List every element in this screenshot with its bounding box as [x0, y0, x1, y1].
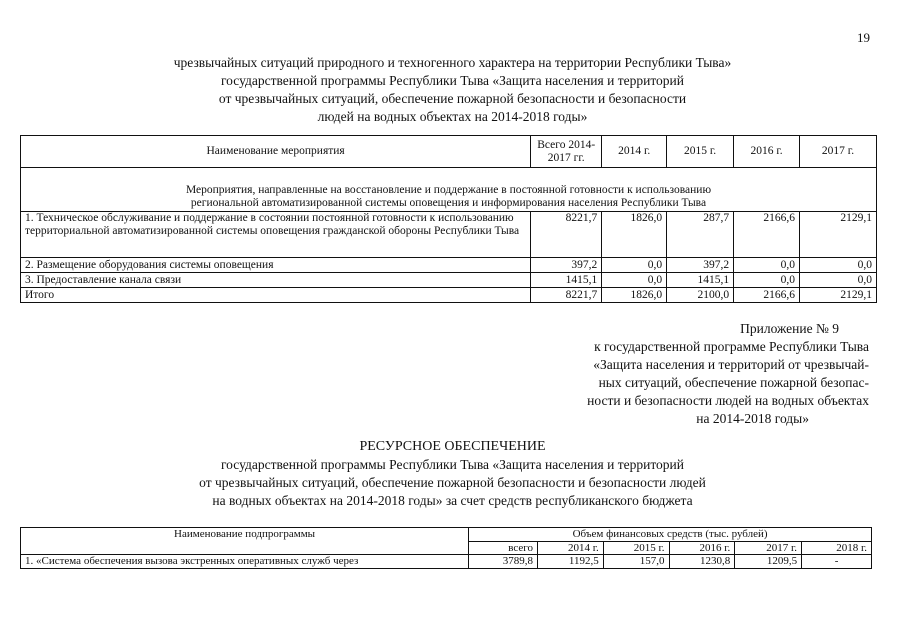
col-header-name: Наименование мероприятия [21, 136, 531, 168]
col-header-funding: Объем финансовых средств (тыс. рублей) [469, 528, 872, 542]
row-2014: 0,0 [602, 273, 667, 288]
col-header-total: всего [469, 541, 538, 555]
row-2015: 1415,1 [667, 273, 734, 288]
row-2016: 0,0 [734, 273, 800, 288]
row-2018: - [802, 555, 872, 569]
section-row [21, 168, 877, 212]
header-line-4: людей на водных объектах на 2014-2018 годы» [317, 109, 588, 124]
header-line-3: от чрезвычайных ситуаций, обеспечение пожарной безопасности и безопасности [218, 91, 687, 106]
row-2014: 1826,0 [602, 212, 667, 258]
row-name: 1. Техническое обслуживание и поддержание в состоянии постоянной готовности к использованию территориальной автоматизированной системы оповещения гражданской обороны Республики Тыва [21, 212, 531, 258]
row-2016: 0,0 [734, 258, 800, 273]
col-header-2014: 2014 г. [537, 541, 603, 555]
row-total: 1415,1 [531, 273, 602, 288]
row-2017: 0,0 [800, 273, 877, 288]
table-header-row [21, 136, 877, 168]
appendix-line-2: к государственной программе Республики Тыва [594, 339, 869, 354]
page-number: 19 [857, 30, 870, 45]
row-2014: 1826,0 [602, 288, 667, 303]
col-header-2016: 2016 г. [669, 541, 735, 555]
row-total: 3789,8 [469, 555, 538, 569]
col-header-2017: 2017 г. [735, 541, 802, 555]
col-header-2017: 2017 г. [800, 136, 877, 168]
table-header-row [21, 528, 872, 542]
measures-table [20, 135, 877, 303]
resource-line-3: на водных объектах на 2014-2018 годы» за счет средств республиканского бюджета [212, 493, 693, 508]
row-2014: 0,0 [602, 258, 667, 273]
appendix-line-5: ности и безопасности людей на водных объектах [587, 393, 869, 408]
section-title-line-1: Мероприятия, направленные на восстановление и поддержание в постоянной готовности к использованию [185, 184, 712, 196]
appendix-line-3: «Защита населения и территорий от чрезвычай- [593, 357, 869, 372]
total-row [21, 288, 877, 303]
row-total: 8221,7 [531, 288, 602, 303]
header-line-1: чрезвычайных ситуаций природного и техногенного характера на территории Республики Тыва» [173, 55, 732, 70]
col-header-2015: 2015 г. [667, 136, 734, 168]
appendix-note [539, 320, 869, 428]
row-name: Итого [21, 288, 531, 303]
resource-line-1: государственной программы Республики Тыва «Защита населения и территорий [220, 457, 684, 472]
row-2015: 397,2 [667, 258, 734, 273]
row-2017: 1209,5 [735, 555, 802, 569]
col-header-subprogram: Наименование подпрограммы [21, 528, 469, 555]
section-title-line-2: региональной автоматизированной системы оповещения и информирования населения Республики Тыва [190, 197, 707, 209]
row-name: 3. Предоставление канала связи [21, 273, 531, 288]
appendix-line-6: на 2014-2018 годы» [696, 411, 809, 426]
row-2016: 1230,8 [669, 555, 735, 569]
row-2017: 2129,1 [800, 288, 877, 303]
row-2015: 2100,0 [667, 288, 734, 303]
col-header-2016: 2016 г. [734, 136, 800, 168]
row-2017: 2129,1 [800, 212, 877, 258]
row-total: 8221,7 [531, 212, 602, 258]
table-row [21, 273, 877, 288]
row-name: 2. Размещение оборудования системы оповещения [21, 258, 531, 273]
row-2016: 2166,6 [734, 212, 800, 258]
appendix-line-1: Приложение № 9 [740, 321, 839, 336]
col-header-2018: 2018 г. [802, 541, 872, 555]
header-line-2: государственной программы Республики Тыва «Защита населения и территорий [220, 73, 684, 88]
row-2014: 1192,5 [537, 555, 603, 569]
funding-table [20, 527, 872, 569]
resource-line-2: от чрезвычайных ситуаций, обеспечение пожарной безопасности и безопасности людей [199, 475, 706, 490]
col-header-2015: 2015 г. [603, 541, 669, 555]
appendix-line-4: ных ситуаций, обеспечение пожарной безопас- [598, 375, 869, 390]
row-2016: 2166,6 [734, 288, 800, 303]
col-header-2014: 2014 г. [602, 136, 667, 168]
row-total: 397,2 [531, 258, 602, 273]
table-row [21, 555, 872, 569]
resource-title: РЕСУРСНОЕ ОБЕСПЕЧЕНИЕ [359, 439, 546, 454]
row-2015: 287,7 [667, 212, 734, 258]
row-2015: 157,0 [603, 555, 669, 569]
section-title [21, 168, 877, 212]
col-header-total: Всего 2014-2017 гг. [531, 136, 602, 168]
table-row [21, 258, 877, 273]
row-name: 1. «Система обеспечения вызова экстренных оперативных служб через [21, 555, 469, 569]
row-2017: 0,0 [800, 258, 877, 273]
table-row [21, 212, 877, 258]
